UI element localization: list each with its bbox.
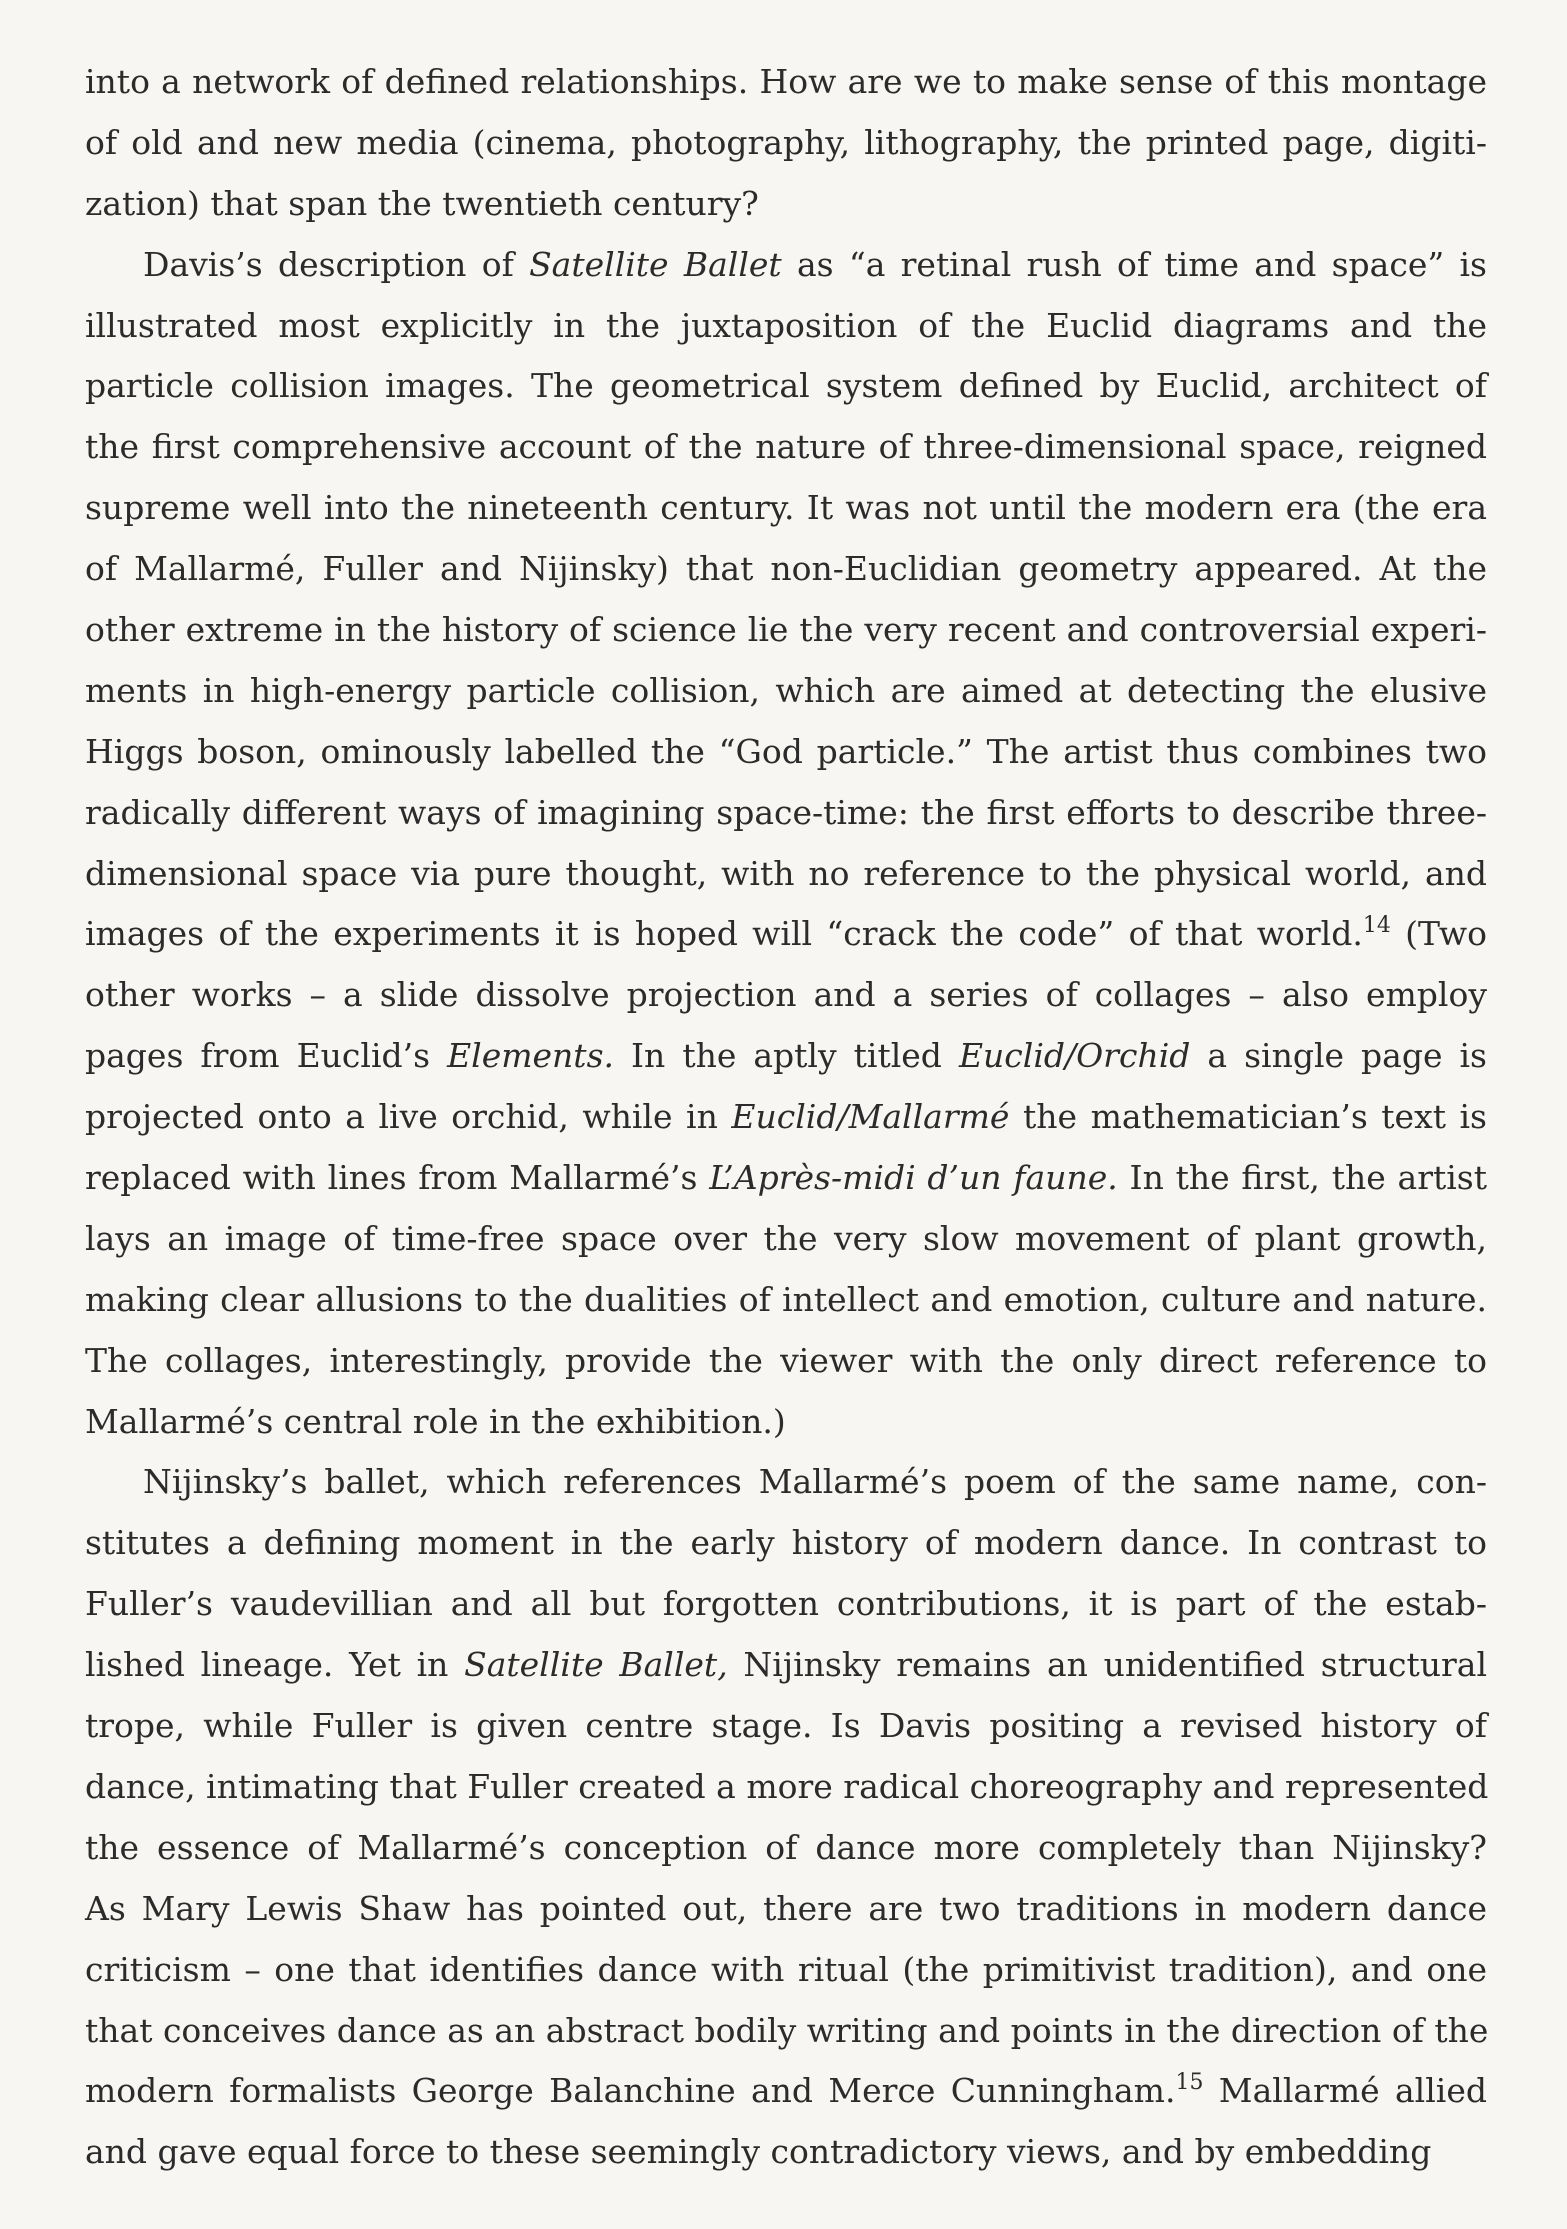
text-line bbox=[85, 661, 1487, 722]
text-run: lished lineage. Yet in bbox=[85, 1645, 465, 1685]
text-line bbox=[85, 113, 1487, 174]
text-line bbox=[85, 1574, 1487, 1635]
text-line bbox=[85, 1392, 1487, 1453]
text-line bbox=[85, 1270, 1487, 1331]
text-run: In the aptly titled bbox=[614, 1036, 959, 1076]
text-run: the first comprehensive account of the nature of three-dimensional space, reigned bbox=[85, 427, 1487, 467]
text-line bbox=[85, 1209, 1487, 1270]
text-run: Nijinsky remains an unidentified structural bbox=[727, 1645, 1488, 1685]
text-run: (Two bbox=[1390, 914, 1487, 954]
footnote-ref: 14 bbox=[1362, 913, 1391, 939]
paragraph bbox=[85, 52, 1487, 235]
text-line bbox=[85, 844, 1487, 905]
text-line bbox=[85, 1879, 1487, 1940]
text-run: zation) that span the twentieth century? bbox=[85, 183, 759, 223]
text-line bbox=[85, 600, 1487, 661]
text-line bbox=[85, 1331, 1487, 1392]
text-run: supreme well into the nineteenth century. It was not until the modern era (the era bbox=[85, 488, 1487, 528]
text-run: In the first, the artist bbox=[1117, 1158, 1487, 1198]
text-run: The collages, interestingly, provide the viewer with the only direct reference to bbox=[85, 1340, 1487, 1380]
text-line bbox=[85, 539, 1487, 600]
italic-title: Satellite Ballet bbox=[529, 244, 782, 284]
italic-title: Elements. bbox=[447, 1036, 614, 1076]
text-run: Mallarmé allied bbox=[1203, 2071, 1487, 2111]
text-run: lays an image of time-free space over the very slow movement of plant growth, bbox=[85, 1218, 1487, 1258]
text-line bbox=[85, 2001, 1487, 2062]
text-line bbox=[85, 1696, 1487, 1757]
text-run: Davis’s description of bbox=[143, 244, 530, 284]
text-line bbox=[85, 235, 1487, 296]
text-line bbox=[85, 1757, 1487, 1818]
paragraph bbox=[85, 1452, 1487, 2183]
text-run: Mallarmé’s central role in the exhibition.) bbox=[85, 1401, 786, 1441]
text-run: stitutes a defining moment in the early history of modern dance. In contrast to bbox=[85, 1523, 1487, 1563]
text-line bbox=[85, 417, 1487, 478]
text-line bbox=[85, 783, 1487, 844]
italic-title: Satellite Ballet, bbox=[464, 1645, 728, 1685]
paragraph bbox=[85, 235, 1487, 1453]
text-run: and gave equal force to these seemingly contradictory views, and by embedding bbox=[85, 2132, 1432, 2172]
text-run: projected onto a live orchid, while in bbox=[85, 1097, 732, 1137]
text-run: As Mary Lewis Shaw has pointed out, there are two traditions in modern dance bbox=[85, 1888, 1487, 1928]
text-line bbox=[85, 1635, 1487, 1696]
text-line bbox=[85, 1026, 1487, 1087]
text-line bbox=[85, 1940, 1487, 2001]
text-run: other works – a slide dissolve projection and a series of collages – also employ bbox=[85, 975, 1487, 1015]
italic-title: Euclid/Mallarmé bbox=[731, 1097, 1010, 1137]
text-run: into a network of defined relationships. How are we to make sense of this montage bbox=[85, 62, 1487, 101]
italic-title: L’Après-midi d’un faune. bbox=[709, 1158, 1118, 1198]
text-run: replaced with lines from Mallarmé’s bbox=[85, 1158, 710, 1198]
text-run: the essence of Mallarmé’s conception of dance more completely than Nijinsky? bbox=[85, 1827, 1487, 1867]
text-line bbox=[85, 1513, 1487, 1574]
text-run: modern formalists George Balanchine and Merce Cunningham. bbox=[85, 2071, 1176, 2111]
text-run: Fuller’s vaudevillian and all but forgotten contributions, it is part of the estab- bbox=[85, 1584, 1487, 1624]
text-run: of Mallarmé, Fuller and Nijinsky) that non-Euclidian geometry appeared. At the bbox=[85, 549, 1487, 589]
italic-title: Euclid/Orchid bbox=[958, 1036, 1191, 1076]
text-run: radically different ways of imagining space-time: the first efforts to describe three- bbox=[85, 792, 1487, 832]
text-line bbox=[85, 965, 1487, 1026]
text-line bbox=[85, 1452, 1487, 1513]
text-line bbox=[85, 478, 1487, 539]
text-run: ments in high-energy particle collision, which are aimed at detecting the elusive bbox=[85, 670, 1487, 710]
text-line bbox=[85, 722, 1487, 783]
text-run: images of the experiments it is hoped will “crack the code” of that world. bbox=[85, 914, 1363, 954]
text-run: dance, intimating that Fuller created a more radical choreography and represented bbox=[85, 1766, 1489, 1806]
text-line bbox=[85, 296, 1487, 357]
text-line bbox=[85, 1087, 1487, 1148]
text-run: as “a retinal rush of time and space” is bbox=[781, 244, 1487, 284]
text-line bbox=[85, 356, 1487, 417]
text-run: dimensional space via pure thought, with no reference to the physical world, and bbox=[85, 853, 1487, 893]
text-line bbox=[85, 1148, 1487, 1209]
text-run: a single page is bbox=[1190, 1036, 1487, 1076]
text-line bbox=[85, 2061, 1487, 2122]
text-run: other extreme in the history of science lie the very recent and controversial experi- bbox=[85, 610, 1487, 650]
text-run: pages from Euclid’s bbox=[85, 1036, 448, 1076]
text-run: trope, while Fuller is given centre stage. Is Davis positing a revised history of bbox=[85, 1706, 1487, 1746]
body-text bbox=[85, 52, 1487, 2183]
text-run: particle collision images. The geometrical system defined by Euclid, architect of bbox=[85, 366, 1487, 406]
text-run: criticism – one that identifies dance with ritual (the primitivist tradition), and one bbox=[85, 1949, 1487, 1989]
text-run: illustrated most explicitly in the juxtaposition of the Euclid diagrams and the bbox=[85, 305, 1487, 345]
text-line bbox=[85, 1818, 1487, 1879]
footnote-ref: 15 bbox=[1175, 2070, 1204, 2096]
text-run: of old and new media (cinema, photography, lithography, the printed page, digiti- bbox=[85, 122, 1487, 162]
text-line bbox=[85, 2122, 1487, 2183]
text-run: that conceives dance as an abstract bodily writing and points in the direction of the bbox=[85, 2010, 1489, 2050]
text-run: making clear allusions to the dualities of intellect and emotion, culture and nature. bbox=[85, 1279, 1487, 1319]
text-line bbox=[85, 174, 1487, 235]
text-line bbox=[85, 904, 1487, 965]
text-run: Higgs boson, ominously labelled the “God particle.” The artist thus combines two bbox=[85, 731, 1487, 771]
text-run: the mathematician’s text is bbox=[1009, 1097, 1487, 1137]
text-run: Nijinsky’s ballet, which references Mallarmé’s poem of the same name, con- bbox=[143, 1462, 1487, 1502]
text-line bbox=[85, 52, 1487, 113]
